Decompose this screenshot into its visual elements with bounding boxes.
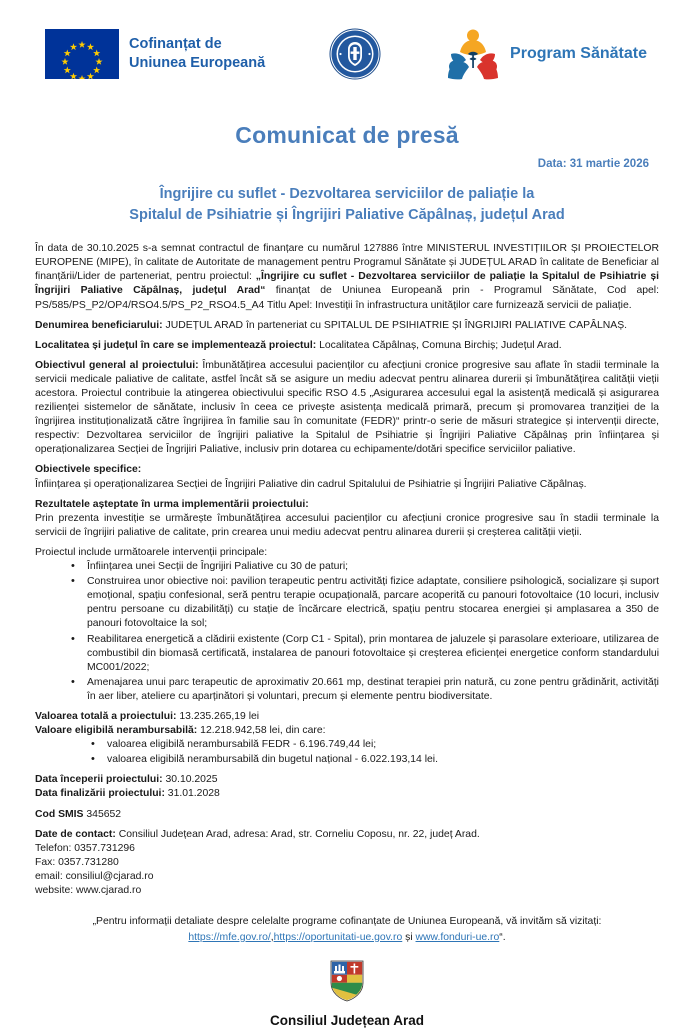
specific-objectives-value: Înființarea și operaționalizarea Secției de Îngrijiri Paliative din cadrul Spitalului de Psihiatrie și Îngrijiri Paliative Căpâlnaș. (35, 478, 587, 490)
beneficiary-line (35, 319, 659, 333)
document-body (35, 242, 659, 898)
eu-flag-icon (45, 29, 119, 79)
eu-logo-line2: Uniunea Europeană (129, 55, 266, 71)
general-objective-paragraph (35, 359, 659, 458)
contact-fax: Fax: 0357.731280 (35, 856, 119, 868)
project-subtitle-line2: Spitalul de Psihiatrie și Îngrijiri Paliative Căpâlnaș, județul Arad (129, 206, 565, 223)
program-sanatate-logo (445, 28, 647, 80)
link-mfe[interactable]: https://mfe.gov.ro/ (188, 931, 271, 943)
signature-name: Consiliul Județean Arad (269, 1013, 425, 1028)
contact-value: Consiliul Județean Arad, adresa: Arad, str. Corneliu Coposu, nr. 22, județ Arad. (115, 828, 480, 840)
expected-results-value: Prin prezenta investiție se urmărește îmbunătățirea accesului pacienților cu afecțiuni cronice progresive sau în stadii terminale la servicii de îngrijiri paliative de calitate, prin crearea unui mediu adecvat pentru alinarea durerii și creșterea calității vieții. (35, 512, 659, 538)
eu-logo-text (129, 35, 265, 72)
footer-separator: , (270, 931, 274, 943)
smis-line (35, 808, 659, 822)
logo-bar (35, 0, 659, 108)
general-objective-label: Obiectivul general al proiectului: (35, 359, 199, 371)
eligible-breakdown-list (35, 738, 659, 767)
beneficiary-value: JUDEȚUL ARAD în parteneriat cu SPITALUL DE PSIHIATRIE ȘI ÎNGRIJIRI PALIATIVE CAPÂLNAȘ. (162, 319, 628, 331)
program-sanatate-icon (445, 28, 501, 80)
smis-label: Cod SMIS (35, 808, 84, 820)
footer-note (35, 914, 659, 945)
eligible-value: 12.218.942,58 lei, din care: (197, 725, 326, 737)
specific-objectives-label: Obiectivele specifice: (35, 464, 142, 476)
contact-phone: Telefon: 0357.731296 (35, 842, 135, 854)
arad-county-crest-icon (329, 959, 365, 1003)
start-date-label: Data începerii proiectului: (35, 774, 163, 786)
list-item: • valoarea eligibilă nerambursabilă FEDR - 6.196.749,44 lei; (107, 738, 659, 752)
locality-value: Localitatea Căpâlnaș, Comuna Birchiș; Județul Arad. (316, 339, 562, 351)
intro-project-name: „Îngrijire cu suflet - Dezvoltarea serviciilor de paliație la Spitalul de Psihiatrie și Îngrijiri Paliative Căpâlnaș, județul Arad“ (35, 271, 659, 297)
beneficiary-label: Denumirea beneficiarului: (35, 319, 163, 331)
footer-note-prefix: „Pentru informații detaliate despre celelalte programe cofinanțate de Uniunea Europeană, vă invităm să vizitați: (92, 916, 602, 928)
project-subtitle-line1: Îngrijire cu suflet - Dezvoltarea serviciilor de paliație la (159, 186, 535, 202)
total-value-label: Valoarea totală a proiectului: (35, 710, 177, 722)
total-value: 13.235.265,19 lei (176, 710, 260, 722)
link-oportunitati-ue[interactable]: https://oportunitati-ue.gov.ro (273, 931, 403, 943)
government-seal-icon (329, 28, 381, 80)
eu-cofinancing-logo (45, 29, 265, 79)
start-date-line (35, 773, 659, 787)
start-date-value: 30.10.2025 (162, 774, 218, 786)
signature-block (35, 959, 659, 1028)
end-date-line (35, 787, 659, 801)
interventions-list (35, 560, 659, 704)
end-date-value: 31.01.2028 (164, 788, 220, 800)
eu-logo-line1: Cofinanțat de (129, 36, 222, 53)
list-item: • valoarea eligibilă nerambursabilă din bugetul național - 6.022.193,14 lei. (107, 753, 659, 767)
list-item: • Construirea unor obiective noi: pavilion terapeutic pentru activități fizice adaptate, consiliere psihologică, socializare și suport emoțional, spațiu confesional, seră pentru terapie ocupațională, parcare acoperită cu panouri fotovoltaice (10 locuri, inclusiv pentru persoane cu dizabilități) cu stație de încărcare electrică, spațiu pentru stocarea energiei și amplasarea a 350 de panouri fotovoltaice la sol; (87, 575, 659, 631)
total-value-line (35, 710, 659, 724)
contact-website: website: www.cjarad.ro (35, 885, 142, 896)
list-item: • Reabilitarea energetică a clădirii existente (Corp C1 - Spital), prin montarea de jaluzele și parasolare exterioare, utilizarea de combustibil din biomasă certificată, instalarea de panouri fotovoltaice și creșterea eficienței energetice conform standardului MC001/2022; (87, 633, 659, 675)
end-date-label: Data finalizării proiectului: (35, 788, 165, 800)
publication-date: Data: 31 martie 2026 (537, 158, 649, 170)
contact-email: email: consiliul@cjarad.ro (35, 870, 154, 882)
footer-note-suffix: “. (499, 931, 506, 943)
page-title: Comunicat de presă (235, 122, 459, 148)
link-fonduri-ue[interactable]: www.fonduri-ue.ro (415, 931, 500, 943)
expected-results-label: Rezultatele așteptate în urma implementării proiectului: (35, 498, 309, 510)
eu-stars-icon (45, 29, 119, 79)
contact-label: Date de contact: (35, 828, 116, 840)
contact-line (35, 828, 659, 842)
locality-label: Localitatea și județul în care se implementează proiectul: (35, 339, 317, 351)
general-objective-value: Îmbunătățirea accesului pacienților cu afecțiuni cronice progresive sau aflate în stadii terminale la servicii medicale paliative de calitate, astfel încât să se asigure un mediu adecvat pentru alinarea durerii și îmbunătățirea calității vieții acestora. Proiectul contribuie la atingerea obiectivului specific RSO 4.5 „Asigurarea accesului egal la asistență medicală și asigurarea rezilienței sistemelor de sănătate, inclusiv în ceea ce privește asistența medicală primară, precum și promovarea tranziției de la îngrijirea instituționalizată către îngrijirea în familie sau în comunitate (FEDR)“ printr-o serie de măsuri strategice și intervenții directe, respectiv: Dezvoltarea serviciilor de îngrijiri paliative la Spitalul de Psihiatrie și Îngrijiri Paliative Căpâlnaș prin înființarea și operaționalizarea Secției de Îngrijiri Paliative, inclusiv prin dotarea cu echipamente/dotări specifice serviciilor paliative. (35, 359, 659, 456)
eligible-value-label: Valoare eligibilă nerambursabilă: (35, 725, 198, 737)
project-subtitle (49, 184, 645, 225)
list-item: • Amenajarea unui parc terapeutic de aproximativ 20.661 mp, destinat terapiei prin natură, cu zone pentru grădinărit, activități în aer liber, ateliere cu aparținători și voluntari, precum și elemente pentru biodiversitate. (87, 676, 659, 704)
intro-paragraph (35, 242, 659, 312)
smis-value: 345652 (83, 808, 122, 820)
footer-conjunction: și (402, 931, 416, 943)
list-item: • Înființarea unei Secții de Îngrijiri Paliative cu 30 de paturi; (87, 560, 659, 574)
eligible-value-line (35, 724, 659, 738)
intro-text-1: În data de 30.10.2025 s-a semnat contractul de finanțare cu numărul 127886 între MINISTERUL INVESTIȚIILOR ȘI PROIECTELOR EUROPENE (MIPE), în calitate de Autoritate de management pentru Programul Sănătate și JUDEȚUL ARAD în calitate de Beneficiar al finanțării/Lider de parteneriat, pentru proiectul: (35, 243, 659, 283)
intro-text-2: finanțat de Uniunea Europeană prin - Programul Sănătate, Cod apel: PS/585/PS_P2/OP4/RSO4.5/PS_P2_RSO4.5_A4 Titlu Apel: Investiții în infrastructura unităților care furnizează servicii de paliație. (35, 285, 659, 311)
interventions-intro: Proiectul include următoarele intervenții principale: (35, 546, 268, 558)
locality-line (35, 339, 659, 353)
program-sanatate-text: Program Sănătate (510, 45, 647, 62)
